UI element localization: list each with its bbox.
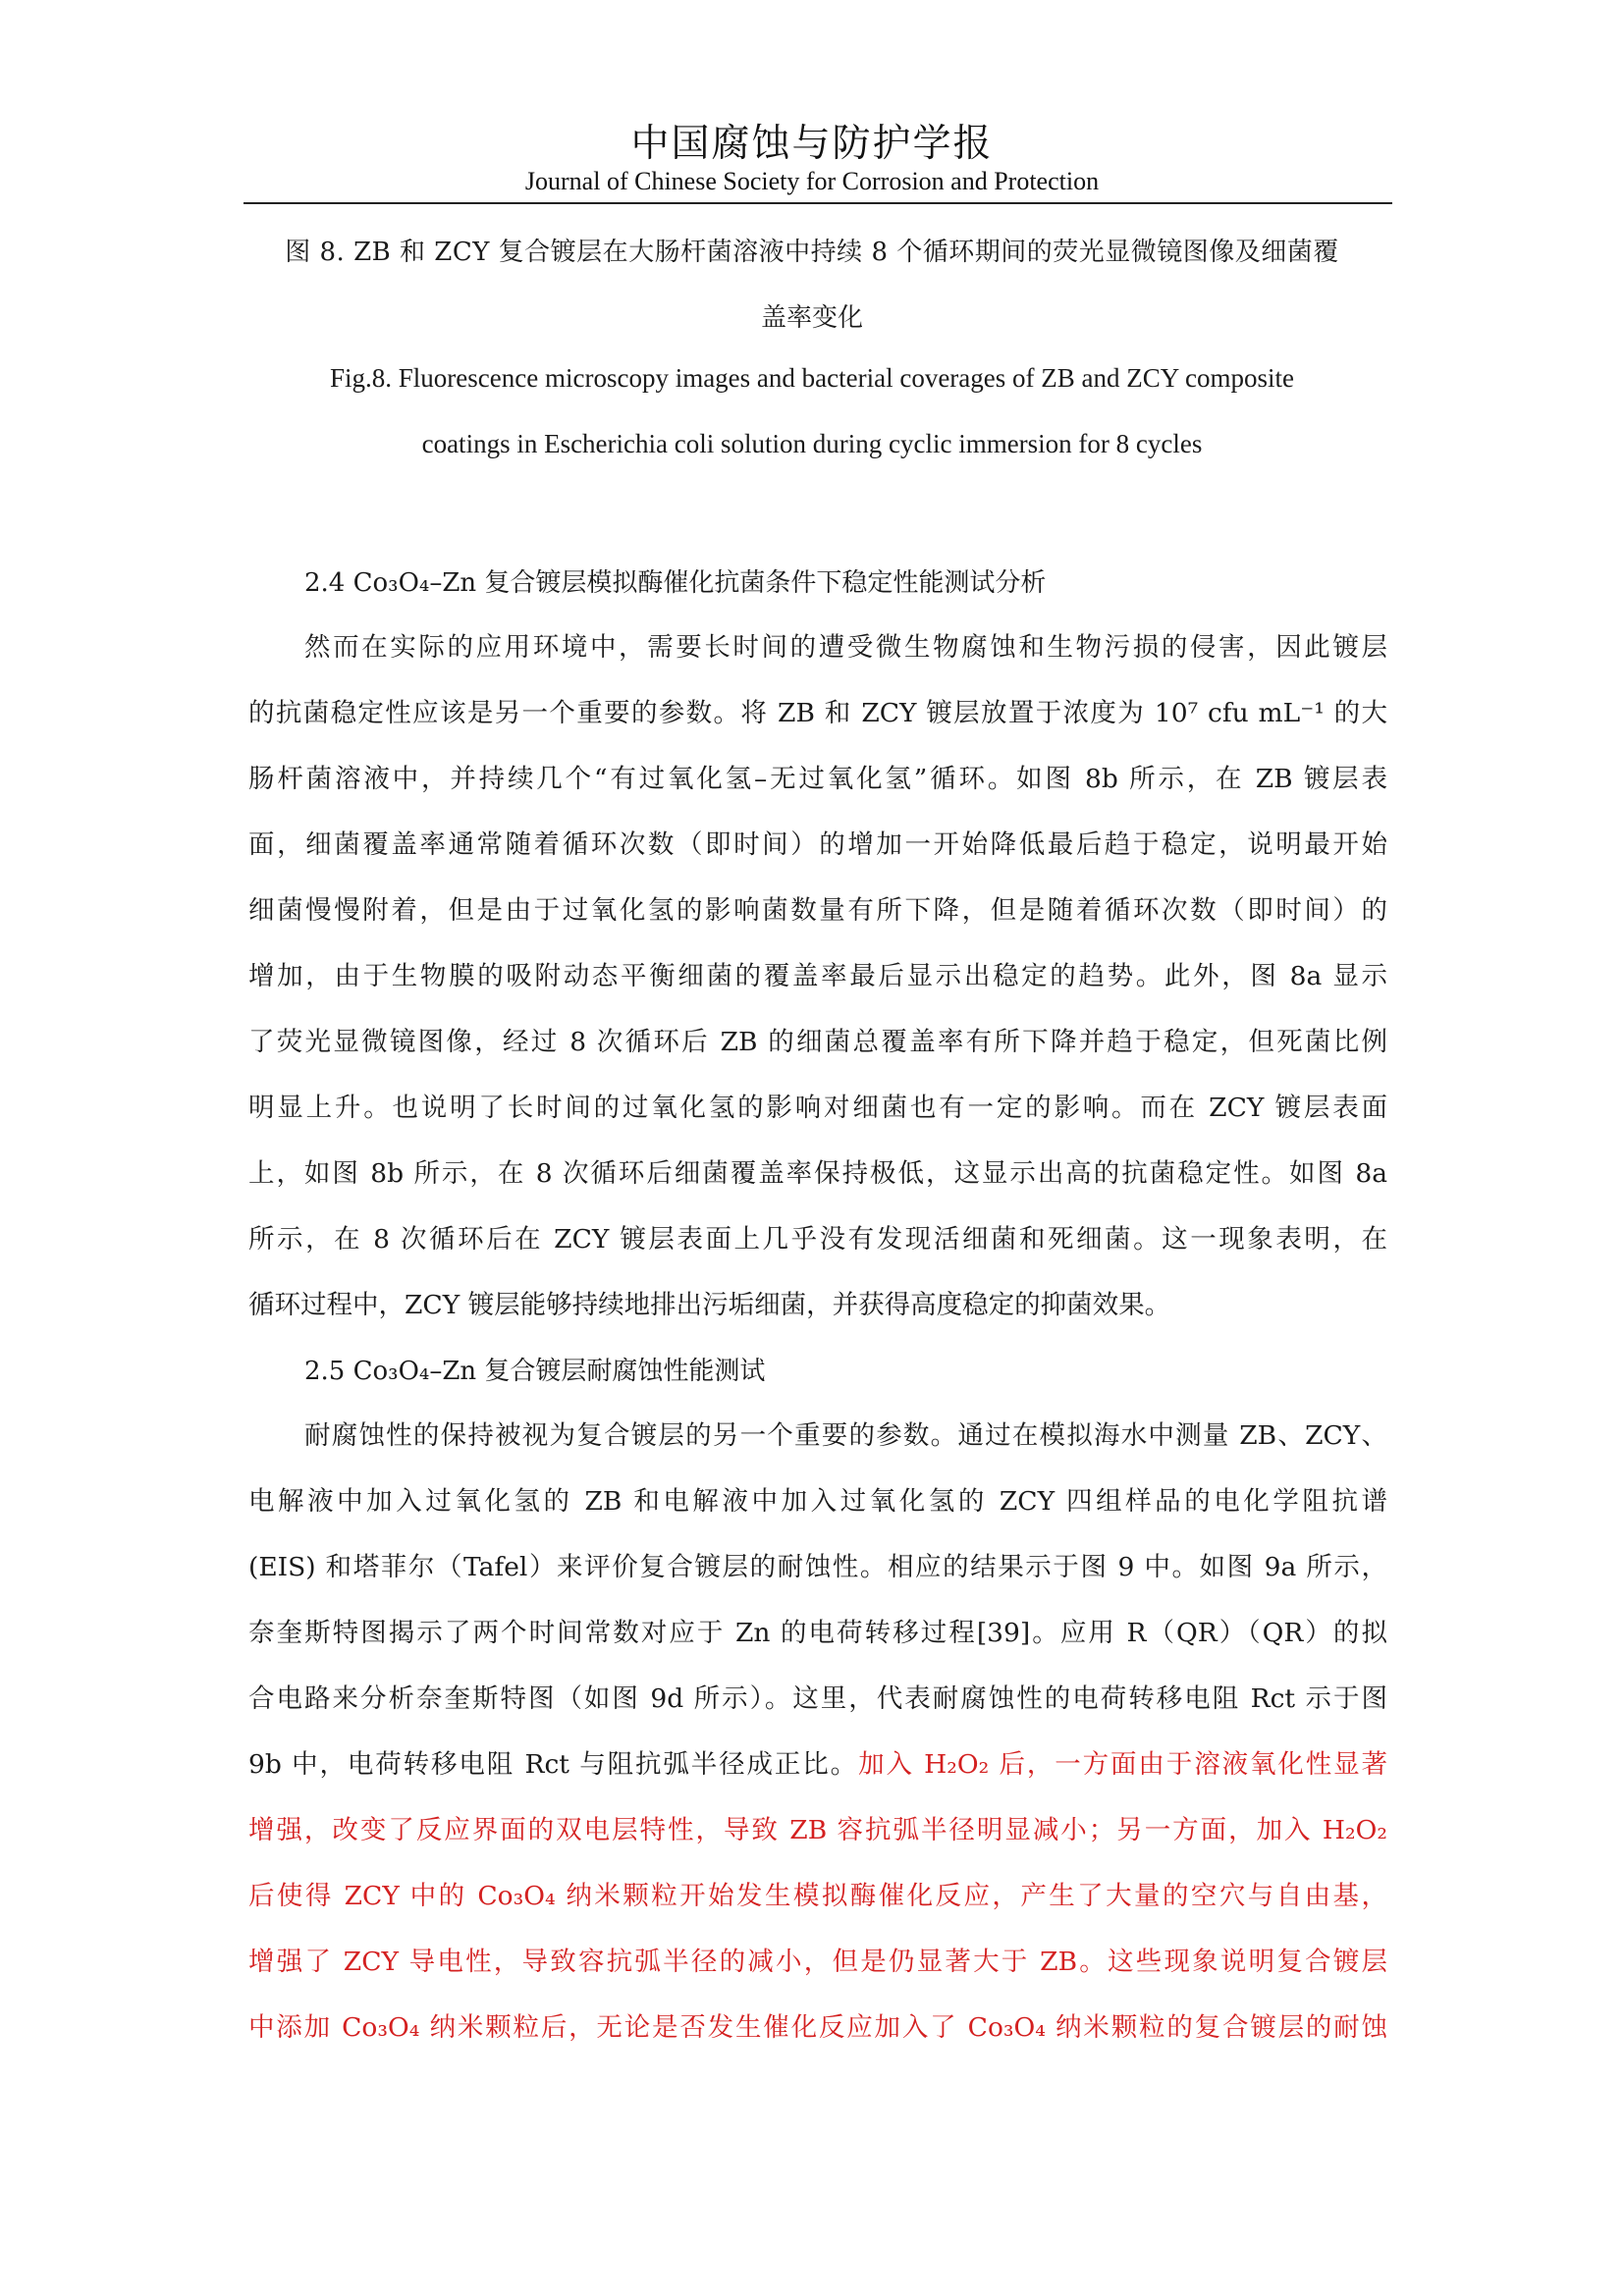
paragraph-line: 了荧光显微镜图像，经过 8 次循环后 ZB 的细菌总覆盖率有所下降并趋于稳定，但死菌比例 [248,1027,1387,1057]
paragraph-line-red: 增强，改变了反应界面的双电层特性，导致 ZB 容抗弧半径明显减小；另一方面，加入 H₂O₂ [248,1815,1387,1845]
figure-caption-en-line-1: Fig.8. Fluorescence microscopy images and bacterial coverages of ZB and ZCY composite [330,363,1294,393]
journal-title: 中国腐蚀与防护学报 [630,122,994,166]
paragraph-line: 所示，在 8 次循环后在 ZCY 镀层表面上几乎没有发现活细菌和死细菌。这一现象表明，在 [248,1224,1387,1255]
paragraph-text-black: 9b 中，电荷转移电阻 Rct 与阻抗弧半径成正比。 [248,1749,859,1780]
paragraph-line: 合电路来分析奈奎斯特图（如图 9d 所示）。这里，代表耐腐蚀性的电荷转移电阻 Rct 示于图 [248,1683,1387,1714]
paragraph-line: (EIS) 和塔菲尔（Tafel）来评价复合镀层的耐蚀性。相应的结果示于图 9 中。如图 9a 所示， [248,1552,1387,1582]
paragraph-line: 面，细菌覆盖率通常随着循环次数（即时间）的增加一开始降低最后趋于稳定，说明最开始 [248,829,1387,860]
figure-caption-en-line-2: coatings in Escherichia coli solution during cyclic immersion for 8 cycles [421,429,1203,458]
figure-caption-zh-line-1: 图 8. ZB 和 ZCY 复合镀层在大肠杆菌溶液中持续 8 个循环期间的荧光显微镜图像及细菌覆 [285,238,1339,267]
section-heading-2-4: 2.4 Co₃O₄–Zn 复合镀层模拟酶催化抗菌条件下稳定性能测试分析 [304,568,1047,598]
paragraph-line: 明显上升。也说明了长时间的过氧化氢的影响对细菌也有一定的影响。而在 ZCY 镀层表面 [248,1093,1387,1123]
figure-caption-zh-line-2: 盖率变化 [760,303,863,333]
paragraph-line: 然而在实际的应用环境中，需要长时间的遭受微生物腐蚀和生物污损的侵害，因此镀层 [304,632,1387,663]
paragraph-line-mixed [248,1742,1387,1781]
header-divider [244,202,1392,204]
paragraph-line: 肠杆菌溶液中，并持续几个“有过氧化氢–无过氧化氢”循环。如图 8b 所示，在 ZB 镀层表 [248,764,1387,794]
paragraph-line-red: 增强了 ZCY 导电性，导致容抗弧半径的减小，但是仍显著大于 ZB。这些现象说明复合镀层 [248,1947,1387,1977]
paragraph-line: 的抗菌稳定性应该是另一个重要的参数。将 ZB 和 ZCY 镀层放置于浓度为 10⁷ cfu mL⁻¹ 的大 [248,698,1387,728]
paragraph-line: 奈奎斯特图揭示了两个时间常数对应于 Zn 的电荷转移过程[39]。应用 R（QR）（QR）的拟 [248,1618,1387,1648]
journal-subtitle: Journal of Chinese Society for Corrosion and Protection [524,167,1100,195]
paragraph-line: 细菌慢慢附着，但是由于过氧化氢的影响菌数量有所下降，但是随着循环次数（即时间）的 [248,895,1387,926]
paragraph-line: 电解液中加入过氧化氢的 ZB 和电解液中加入过氧化氢的 ZCY 四组样品的电化学阻抗谱 [248,1486,1387,1517]
paragraph-line: 耐腐蚀性的保持被视为复合镀层的另一个重要的参数。通过在模拟海水中测量 ZB、ZCY、 [304,1420,1387,1451]
paragraph-line: 循环过程中，ZCY 镀层能够持续地排出污垢细菌，并获得高度稳定的抑菌效果。 [248,1290,1171,1320]
paragraph-line-red: 后使得 ZCY 中的 Co₃O₄ 纳米颗粒开始发生模拟酶催化反应，产生了大量的空穴与自由基， [248,1881,1387,1911]
section-heading-2-5: 2.5 Co₃O₄–Zn 复合镀层耐腐蚀性能测试 [304,1357,766,1386]
paragraph-line: 上，如图 8b 所示，在 8 次循环后细菌覆盖率保持极低，这显示出高的抗菌稳定性。如图 8a [248,1158,1387,1189]
paragraph-line-red: 中添加 Co₃O₄ 纳米颗粒后，无论是否发生催化反应加入了 Co₃O₄ 纳米颗粒的复合镀层的耐蚀 [248,2012,1387,2043]
paragraph-line: 增加，由于生物膜的吸附动态平衡细菌的覆盖率最后显示出稳定的趋势。此外，图 8a 显示 [248,961,1387,991]
paragraph-text-red: 加入 H₂O₂ 后，一方面由于溶液氧化性显著 [858,1749,1387,1780]
